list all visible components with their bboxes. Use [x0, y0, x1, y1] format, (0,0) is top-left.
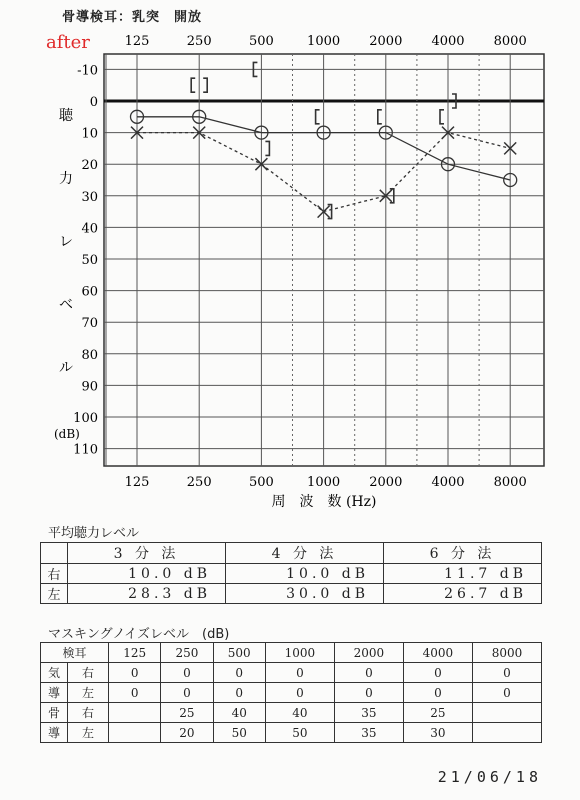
row-label: 左: [41, 584, 68, 604]
table-cell: 0: [213, 683, 265, 703]
column-header: 4 分 法: [226, 543, 384, 564]
table-cell: [109, 703, 161, 723]
y-tick-label: 70: [81, 316, 98, 332]
column-header: 1000: [265, 643, 334, 663]
y-axis-label-char: ル: [59, 360, 73, 376]
table-row: [41, 663, 542, 683]
row-group-label: 導: [41, 723, 68, 743]
table-cell: 30.0 dB: [226, 584, 384, 604]
x-tick-label: 8000: [493, 475, 527, 490]
table-cell: [472, 723, 541, 743]
table-cell: [41, 543, 68, 564]
x-tick-label-top: 8000: [493, 34, 527, 49]
table-cell: 0: [109, 663, 161, 683]
table-cell: 0: [265, 683, 334, 703]
y-tick-label: 80: [81, 347, 98, 363]
y-tick-label: 110: [73, 442, 98, 458]
table-cell: 35: [334, 703, 403, 723]
row-label: 右: [68, 703, 109, 723]
row-label: 左: [68, 683, 109, 703]
bone-left-bracket: [316, 110, 320, 124]
masking-table: [40, 642, 542, 743]
row-group-label: 気: [41, 663, 68, 683]
average-title: 平均聴力レベル: [48, 526, 140, 541]
x-tick-label-top: 1000: [307, 34, 341, 49]
x-tick-label: 500: [248, 475, 274, 490]
table-row: [41, 543, 542, 564]
table-cell: 0: [472, 683, 541, 703]
average-table: [40, 542, 542, 604]
y-tick-label: 40: [81, 221, 98, 237]
x-tick-label-top: 250: [186, 34, 212, 49]
x-axis-label: 周 波 数 (Hz): [271, 494, 377, 510]
table-row: [41, 683, 542, 703]
table-cell: 11.7 dB: [384, 564, 542, 584]
table-cell: 0: [334, 663, 403, 683]
y-axis-label-char: 力: [59, 171, 73, 187]
masking-title: マスキングノイズレベル (dB): [48, 627, 230, 642]
table-cell: [472, 703, 541, 723]
table-cell: 10.0 dB: [226, 564, 384, 584]
table-cell: 28.3 dB: [68, 584, 226, 604]
table-cell: 0: [403, 663, 472, 683]
y-tick-label: 10: [81, 126, 98, 142]
x-tick-label-top: 125: [124, 34, 150, 49]
x-tick-label: 125: [124, 475, 150, 490]
column-header: 125: [109, 643, 161, 663]
bone-right-bracket: [265, 141, 269, 155]
table-cell: 0: [265, 663, 334, 683]
bone-right-bracket: [203, 78, 207, 92]
table-row: [41, 723, 542, 743]
row-label: 左: [68, 723, 109, 743]
y-axis-label-char: ベ: [59, 297, 73, 313]
test-date: 21/06/18: [437, 768, 542, 786]
table-cell: 0: [161, 663, 213, 683]
y-tick-label: 30: [81, 189, 98, 205]
table-cell: 0: [334, 683, 403, 703]
y-tick-label: 50: [81, 253, 98, 268]
column-header: 2000: [334, 643, 403, 663]
row-label: 右: [68, 663, 109, 683]
table-cell: 40: [213, 703, 265, 723]
table-cell: 35: [334, 723, 403, 743]
table-row: [41, 564, 542, 584]
x-tick-label-top: 4000: [431, 34, 465, 49]
after-tag: after: [46, 32, 90, 53]
table-cell: 0: [403, 683, 472, 703]
x-tick-label: 250: [186, 475, 212, 490]
table-cell: 50: [213, 723, 265, 743]
column-header: 3 分 法: [68, 543, 226, 564]
bone-left-bracket: [440, 110, 444, 124]
table-cell: 0: [161, 683, 213, 703]
column-header: 250: [161, 643, 213, 663]
y-axis-unit: (dB): [54, 427, 80, 441]
x-tick-label-top: 2000: [369, 34, 403, 49]
table-cell: 40: [265, 703, 334, 723]
y-tick-label: -10: [77, 63, 98, 79]
x-tick-label: 1000: [307, 475, 341, 490]
y-tick-label: 100: [73, 411, 98, 426]
x-tick-label-top: 500: [248, 34, 274, 49]
y-axis-label-char: 聴: [59, 108, 73, 124]
y-axis-label-char: レ: [59, 234, 73, 250]
column-header: 4000: [403, 643, 472, 663]
row-group-label: 骨: [41, 703, 68, 723]
table-cell: [109, 723, 161, 743]
y-tick-label: 0: [89, 95, 98, 110]
table-cell: 26.7 dB: [384, 584, 542, 604]
table-cell: 25: [403, 703, 472, 723]
table-cell: 0: [472, 663, 541, 683]
x-tick-label: 2000: [369, 475, 403, 490]
y-tick-label: 20: [81, 158, 98, 174]
table-cell: 20: [161, 723, 213, 743]
column-header: 8000: [472, 643, 541, 663]
x-tick-label: 4000: [431, 475, 465, 490]
column-header: 6 分 法: [384, 543, 542, 564]
y-tick-label: 60: [81, 284, 98, 300]
table-cell: 0: [109, 683, 161, 703]
y-tick-label: 90: [81, 379, 98, 395]
column-header: 500: [213, 643, 265, 663]
table-row: [41, 703, 542, 723]
table-cell: 30: [403, 723, 472, 743]
bone-left-bracket: [378, 110, 382, 124]
table-row: [41, 643, 542, 663]
table-cell: 10.0 dB: [68, 564, 226, 584]
table-row: [41, 584, 542, 604]
row-group-label: 導: [41, 683, 68, 703]
bone-left-bracket: [191, 78, 195, 92]
row-label: 右: [41, 564, 68, 584]
column-header: 検耳: [41, 643, 109, 663]
test-header: 骨導検耳：乳突 開放: [62, 10, 203, 25]
table-cell: 0: [213, 663, 265, 683]
table-cell: 25: [161, 703, 213, 723]
table-cell: 50: [265, 723, 334, 743]
